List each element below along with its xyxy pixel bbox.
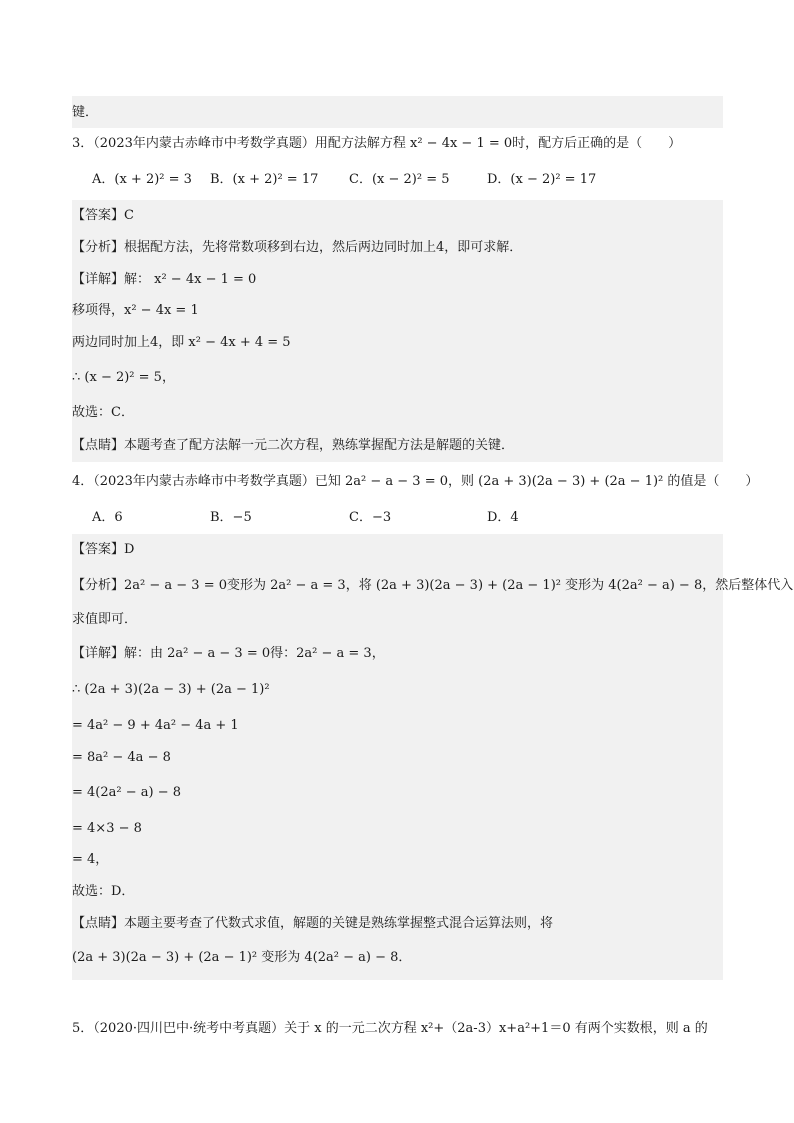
q4-comment-line-2: (2a + 3)(2a − 3) + (2a − 1)² 变形为 4(2a² − a) − 8．: [72, 950, 412, 965]
q4-option-d: D．4: [487, 510, 519, 525]
q3-option-b: B．(x + 2)² = 17: [210, 172, 319, 187]
q4-option-b: B．−5: [210, 510, 252, 525]
q3-detail-line: 移项得，x² − 4x = 1: [72, 303, 199, 318]
q4-option-a: A．6: [92, 510, 123, 525]
q3-detail-line: ∴ (x − 2)² = 5，: [72, 370, 175, 385]
prev-comment-tail: 键．: [72, 105, 99, 120]
q3-detail-line: 故选：C．: [72, 405, 134, 420]
q4-detail-line: = 4×3 − 8: [72, 821, 142, 836]
q4-detail-line: 【详解】解：由 2a² − a − 3 = 0得：2a² − a = 3，: [72, 646, 385, 661]
q4-stem: 4．（2023年内蒙古赤峰市中考数学真题）已知 2a² − a − 3 = 0，则 (2a + 3)(2a − 3) + (2a − 1)² 的值是（ ）: [72, 474, 759, 489]
q3-answer: 【答案】C: [72, 208, 134, 223]
q4-detail-line: 故选：D．: [72, 884, 135, 899]
q3-stem: 3．（2023年内蒙古赤峰市中考数学真题）用配方法解方程 x² − 4x − 1 = 0时，配方后正确的是（ ）: [72, 136, 682, 151]
q4-analysis-line-2: 求值即可．: [72, 612, 138, 627]
q4-detail-line: = 8a² − 4a − 8: [72, 750, 171, 765]
q4-detail-line: = 4(2a² − a) − 8: [72, 785, 182, 800]
q3-comment: 【点睛】本题考查了配方法解一元二次方程，熟练掌握配方法是解题的关键．: [72, 438, 515, 453]
q3-detail-line: 【详解】解： x² − 4x − 1 = 0: [72, 272, 257, 287]
q3-option-d: D．(x − 2)² = 17: [487, 172, 597, 187]
q4-detail-line: = 4，: [72, 852, 109, 867]
q3-analysis: 【分析】根据配方法，先将常数项移到右边，然后两边同时加上4，即可求解．: [72, 240, 523, 255]
q4-option-c: C．−3: [349, 510, 392, 525]
q4-detail-line: ∴ (2a + 3)(2a − 3) + (2a − 1)²: [72, 682, 270, 697]
q3-option-c: C．(x − 2)² = 5: [349, 172, 450, 187]
q4-answer: 【答案】D: [72, 542, 135, 557]
q4-detail-line: = 4a² − 9 + 4a² − 4a + 1: [72, 718, 239, 733]
q5-stem: 5．（2020·四川巴中·统考中考真题）关于 x 的一元二次方程 x²+（2a-3）x+a²+1＝0 有两个实数根，则 a 的: [72, 1021, 708, 1036]
q3-option-a: A．(x + 2)² = 3: [92, 172, 192, 187]
q3-detail-line: 两边同时加上4，即 x² − 4x + 4 = 5: [72, 335, 291, 350]
q4-comment-line-1: 【点睛】本题主要考查了代数式求值，解题的关键是熟练掌握整式混合运算法则，将: [72, 916, 554, 931]
q4-analysis-line-1: 【分析】2a² − a − 3 = 0变形为 2a² − a = 3，将 (2a + 3)(2a − 3) + (2a − 1)² 变形为 4(2a² − a) − 8，然后整体代入: [72, 578, 794, 593]
